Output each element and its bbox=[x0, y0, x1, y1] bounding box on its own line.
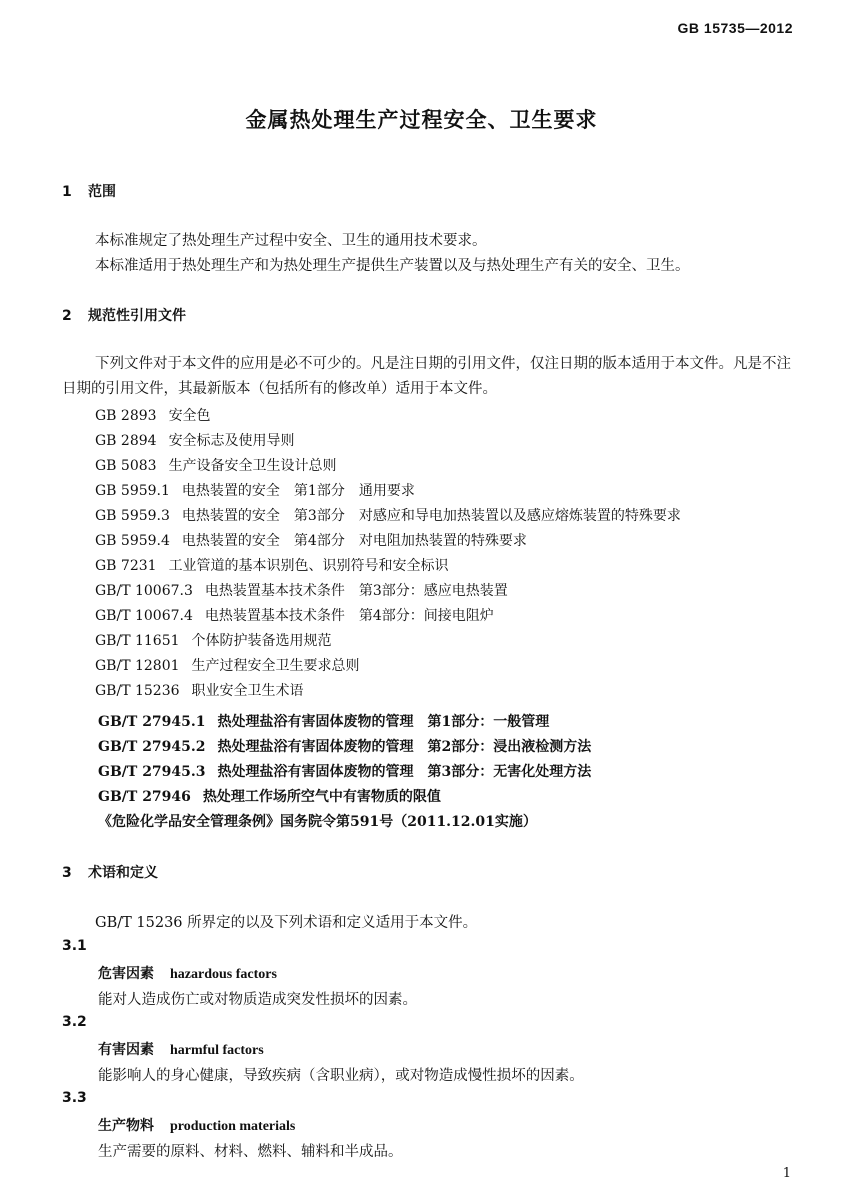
reference-title: 安全标志及使用导则 bbox=[168, 433, 295, 449]
reference-title: 电热装置基本技术条件 第3部分：感应电热装置 bbox=[204, 583, 508, 599]
term-en: hazardous factors bbox=[170, 967, 277, 982]
references-intro: 下列文件对于本文件的应用是必不可少的。凡是注日期的引用文件，仅注日期的版本适用于本文件。凡是不注日期的引用文件，其最新版本（包括所有的修改单）适用于本文件。 bbox=[62, 356, 791, 397]
term-zh: 有害因素 bbox=[98, 1042, 154, 1058]
reference-item bbox=[95, 630, 332, 650]
reference-code: GB/T 10067.4 bbox=[95, 608, 193, 624]
reference-item bbox=[95, 405, 211, 425]
scope-paragraph: 本标准适用于热处理生产和为热处理生产提供生产装置以及与热处理生产有关的安全、卫生。 bbox=[95, 258, 690, 274]
term-en: production materials bbox=[170, 1119, 296, 1134]
reference-item bbox=[95, 530, 527, 550]
section-heading-terms bbox=[62, 862, 158, 882]
section-title: 范围 bbox=[88, 184, 116, 200]
reference-title: 《危险化学品安全管理条例》国务院令第591号（2011.12.01实施） bbox=[98, 814, 537, 830]
reference-code: GB 5083 bbox=[95, 458, 157, 474]
reference-title: 热处理工作场所空气中有害物质的限值 bbox=[202, 789, 441, 805]
reference-code: GB 5959.4 bbox=[95, 533, 170, 549]
section-title: 规范性引用文件 bbox=[88, 308, 186, 324]
clause-number: 3.3 bbox=[62, 1090, 87, 1106]
reference-title: 热处理盐浴有害固体废物的管理 第3部分：无害化处理方法 bbox=[217, 764, 592, 780]
reference-code: GB/T 11651 bbox=[95, 633, 180, 649]
reference-item bbox=[95, 605, 494, 625]
reference-title: 电热装置的安全 第3部分 对感应和导电加热装置以及感应熔炼装置的特殊要求 bbox=[181, 508, 681, 524]
reference-title: 工业管道的基本识别色、识别符号和安全标识 bbox=[168, 558, 449, 574]
section-heading-scope bbox=[62, 181, 116, 201]
section-number: 1 bbox=[62, 184, 72, 200]
reference-item bbox=[98, 711, 549, 731]
reference-title: 生产设备安全卫生设计总则 bbox=[168, 458, 337, 474]
reference-title: 热处理盐浴有害固体废物的管理 第1部分：一般管理 bbox=[217, 714, 550, 730]
reference-code: GB 7231 bbox=[95, 558, 157, 574]
reference-item bbox=[95, 580, 508, 600]
term-definition: 能对人造成伤亡或对物质造成突发性损坏的因素。 bbox=[98, 992, 417, 1008]
term-entry bbox=[98, 1115, 295, 1135]
page-number: 1 bbox=[782, 1166, 791, 1181]
clause-number: 3.1 bbox=[62, 938, 87, 954]
reference-code: GB 5959.1 bbox=[95, 483, 170, 499]
reference-code: GB/T 27945.2 bbox=[98, 739, 206, 755]
reference-code: GB 5959.3 bbox=[95, 508, 170, 524]
reference-item bbox=[98, 786, 441, 806]
reference-code: GB/T 27945.1 bbox=[98, 714, 206, 730]
reference-code: GB/T 10067.3 bbox=[95, 583, 193, 599]
section-title: 术语和定义 bbox=[88, 865, 158, 881]
reference-title: 职业安全卫生术语 bbox=[191, 683, 304, 699]
clause-number: 3.2 bbox=[62, 1014, 87, 1030]
reference-item bbox=[98, 761, 591, 781]
terms-intro: GB/T 15236 所界定的以及下列术语和定义适用于本文件。 bbox=[95, 915, 478, 931]
standard-code: GB 15735—2012 bbox=[677, 20, 793, 36]
reference-item bbox=[95, 680, 304, 700]
document-title: 金属热处理生产过程安全、卫生要求 bbox=[245, 108, 598, 132]
reference-code: GB/T 15236 bbox=[95, 683, 180, 699]
reference-title: 热处理盐浴有害固体废物的管理 第2部分：浸出液检测方法 bbox=[217, 739, 592, 755]
term-definition: 能影响人的身心健康，导致疾病（含职业病），或对物造成慢性损坏的因素。 bbox=[98, 1068, 584, 1084]
reference-item bbox=[95, 455, 337, 475]
reference-item bbox=[95, 430, 295, 450]
reference-title: 电热装置的安全 第1部分 通用要求 bbox=[181, 483, 415, 499]
term-zh: 生产物料 bbox=[98, 1118, 154, 1134]
term-definition: 生产需要的原料、材料、燃料、辅料和半成品。 bbox=[98, 1144, 403, 1160]
reference-item bbox=[95, 505, 681, 525]
term-zh: 危害因素 bbox=[98, 966, 154, 982]
reference-item bbox=[98, 736, 591, 756]
reference-title: 电热装置基本技术条件 第4部分：间接电阻炉 bbox=[204, 608, 494, 624]
reference-item bbox=[95, 480, 415, 500]
section-number: 2 bbox=[62, 308, 72, 324]
term-entry bbox=[98, 963, 277, 983]
reference-item bbox=[98, 811, 537, 831]
section-number: 3 bbox=[62, 865, 72, 881]
reference-code: GB/T 12801 bbox=[95, 658, 180, 674]
reference-code: GB 2894 bbox=[95, 433, 157, 449]
reference-title: 个体防护装备选用规范 bbox=[191, 633, 332, 649]
scope-paragraph: 本标准规定了热处理生产过程中安全、卫生的通用技术要求。 bbox=[95, 233, 487, 249]
reference-code: GB/T 27945.3 bbox=[98, 764, 206, 780]
reference-item bbox=[95, 555, 449, 575]
reference-item bbox=[95, 655, 360, 675]
reference-title: 安全色 bbox=[168, 408, 211, 424]
term-entry bbox=[98, 1039, 264, 1059]
reference-title: 生产过程安全卫生要求总则 bbox=[191, 658, 360, 674]
term-en: harmful factors bbox=[170, 1043, 264, 1058]
reference-title: 电热装置的安全 第4部分 对电阻加热装置的特殊要求 bbox=[181, 533, 527, 549]
reference-code: GB/T 27946 bbox=[98, 789, 191, 805]
reference-code: GB 2893 bbox=[95, 408, 157, 424]
section-heading-references bbox=[62, 305, 186, 325]
